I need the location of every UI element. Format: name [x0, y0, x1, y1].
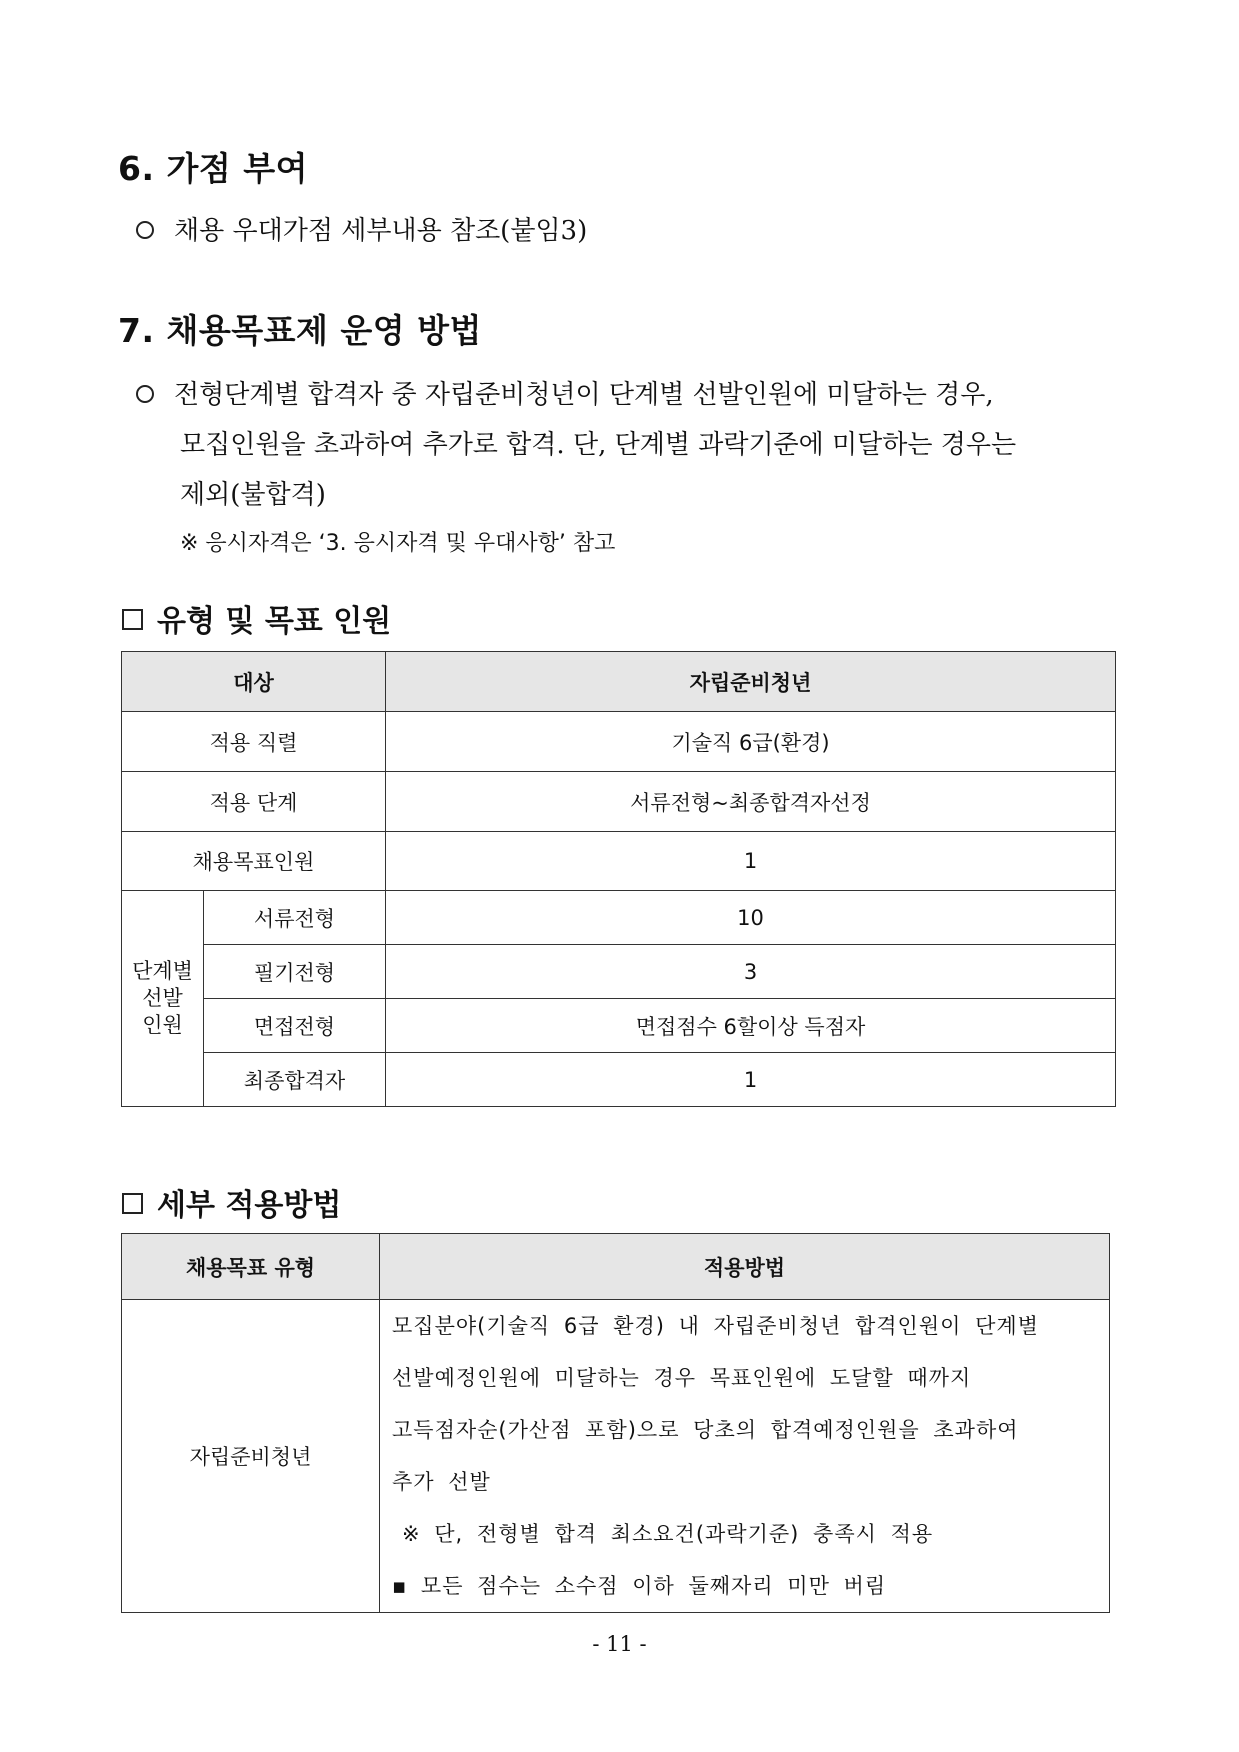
square-bullet-icon — [122, 1193, 143, 1214]
stage-value: 10 — [386, 891, 1116, 945]
detail-type: 자립준비청년 — [122, 1300, 380, 1613]
detail-section-heading-text: 세부 적용방법 — [157, 1188, 342, 1223]
detail-table — [121, 1233, 1110, 1613]
section7-bullet-line: 제외(불합격) — [180, 480, 326, 510]
row-value: 기술직 6급(환경) — [386, 712, 1116, 772]
stage-label: 면접전형 — [204, 999, 386, 1053]
method-line: 추가 선발 — [392, 1470, 491, 1494]
stage-group-label-line: 단계별 — [132, 959, 193, 983]
stage-group-label-line: 인원 — [142, 1013, 183, 1037]
method-line: 선발예정인원에 미달하는 경우 목표인원에 도달할 때까지 — [392, 1366, 972, 1390]
section7-note: ※ 응시자격은 ‘3. 응시자격 및 우대사항’ 참고 — [180, 531, 616, 556]
detail-table-col1-header: 채용목표 유형 — [122, 1234, 380, 1300]
target-table — [121, 651, 1116, 1107]
row-label: 적용 단계 — [122, 772, 386, 832]
target-section-heading — [122, 596, 391, 640]
row-label: 적용 직렬 — [122, 712, 386, 772]
detail-method — [380, 1300, 1110, 1613]
section6-heading: 6. 가점 부여 — [118, 149, 308, 188]
target-section-heading-text: 유형 및 목표 인원 — [157, 604, 392, 639]
page-number: - 11 - — [592, 1632, 647, 1656]
section7-bullet-line: 전형단계별 합격자 중 자립준비청년이 단계별 선발인원에 미달하는 경우, — [174, 380, 994, 410]
row-label: 채용목표인원 — [122, 832, 386, 891]
section6-bullet — [136, 210, 587, 247]
square-bullet-icon — [122, 609, 143, 630]
row-value: 서류전형~최종합격자선정 — [386, 772, 1116, 832]
circle-bullet-icon — [136, 221, 154, 239]
target-table-header-label: 대상 — [122, 652, 386, 712]
stage-label: 서류전형 — [204, 891, 386, 945]
stage-label: 필기전형 — [204, 945, 386, 999]
method-line: 고득점자순(가산점 포함)으로 당초의 합격예정인원을 초과하여 — [392, 1418, 1019, 1442]
method-line: 모집분야(기술직 6급 환경) 내 자립준비청년 합격인원이 단계별 — [392, 1314, 1039, 1338]
stage-value: 1 — [386, 1053, 1116, 1107]
section7-bullet — [136, 374, 994, 411]
stage-group-label-line: 선발 — [142, 986, 183, 1010]
detail-section-heading — [122, 1180, 341, 1224]
row-value: 1 — [386, 832, 1116, 891]
section6-bullet-text: 채용 우대가점 세부내용 참조(붙임3) — [174, 216, 588, 246]
stage-label: 최종합격자 — [204, 1053, 386, 1107]
stage-value: 면접점수 6할이상 득점자 — [386, 999, 1116, 1053]
section7-bullet-line: 모집인원을 초과하여 추가로 합격. 단, 단계별 과락기준에 미달하는 경우는 — [180, 430, 1017, 460]
stage-group-label — [122, 891, 204, 1107]
target-table-header-value: 자립준비청년 — [386, 652, 1116, 712]
detail-table-col2-header: 적용방법 — [380, 1234, 1110, 1300]
section7-heading: 7. 채용목표제 운영 방법 — [118, 311, 482, 350]
method-bullet: ▪ 모든 점수는 소수점 이하 둘째자리 미만 버림 — [392, 1574, 887, 1598]
method-note: ※ 단, 전형별 합격 최소요건(과락기준) 충족시 적용 — [402, 1522, 934, 1546]
circle-bullet-icon — [136, 385, 154, 403]
stage-value: 3 — [386, 945, 1116, 999]
